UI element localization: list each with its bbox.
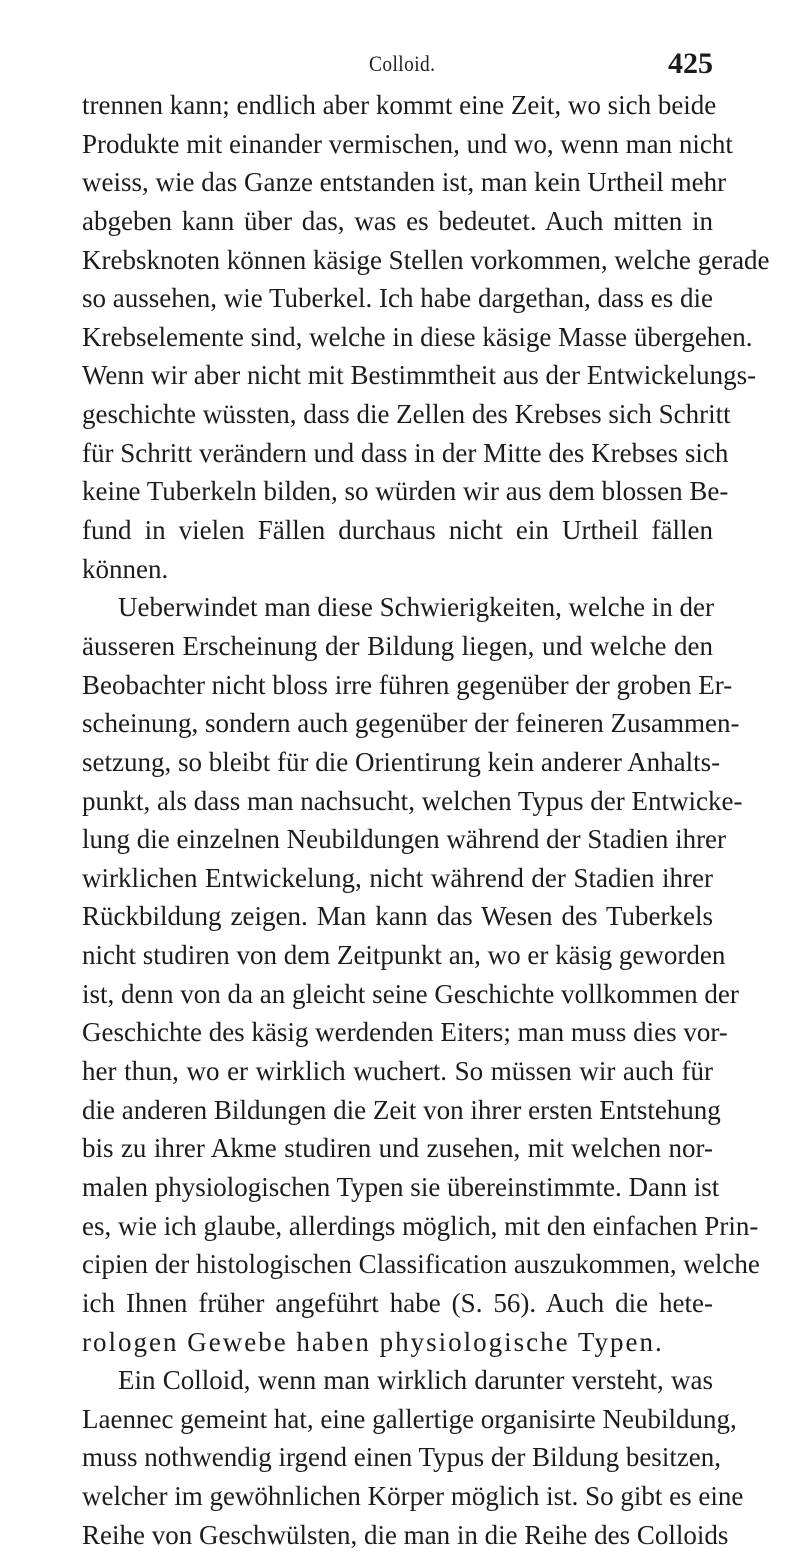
text-line: die anderen Bildungen die Zeit von ihrer ersten Entstehung: [82, 1094, 721, 1125]
text-line: trennen kann; endlich aber kommt eine Zeit, wo sich beide: [82, 90, 717, 120]
running-head-title: Colloid.: [369, 51, 436, 76]
text-line: bis zu ihrer Akme studiren und zusehen, mit welchen nor-: [82, 1133, 713, 1164]
text-line: keine Tuberkeln bilden, so würden wir aus dem blossen Be-: [82, 476, 729, 507]
paragraph-start-line: Ueberwindet man diese Schwierigkeiten, welche in der: [118, 592, 715, 623]
paragraph-end-line: können.: [82, 553, 169, 584]
text-line: Beobachter nicht bloss irre führen gegenüber der groben Er-: [82, 669, 733, 700]
text-line: Produkte mit einander vermischen, und wo, wenn man nicht: [82, 128, 733, 159]
text-line: Wenn wir aber nicht mit Bestimmtheit aus der Entwickelungs-: [82, 360, 757, 391]
text-line: welcher im gewöhnlichen Körper möglich ist. So gibt es eine: [82, 1481, 744, 1512]
text-line: setzung, so bleibt für die Orientirung kein anderer Anhalts-: [82, 746, 721, 777]
text-line: äusseren Erscheinung der Bildung liegen, und welche den: [82, 630, 713, 661]
text-line: ist, denn von da an gleicht seine Geschichte vollkommen der: [82, 978, 739, 1009]
text-line: weiss, wie das Ganze entstanden ist, man kein Urtheil mehr: [82, 167, 727, 198]
text-line: abgeben kann über das, was es bedeutet. Auch mitten in: [82, 205, 713, 236]
text-line: her thun, wo er wirklich wuchert. So müssen wir auch für: [82, 1056, 713, 1087]
text-line: so aussehen, wie Tuberkel. Ich habe dargethan, dass es die: [82, 283, 713, 314]
text-line: wirklichen Entwickelung, nicht während der Stadien ihrer: [82, 862, 713, 893]
text-line: geschichte wüssten, dass die Zellen des Krebses sich Schritt: [82, 399, 731, 430]
text-line: ich Ihnen früher angeführt habe (S. 56). Auch die hete-: [82, 1287, 713, 1318]
text-line: für Schritt verändern und dass in der Mitte des Krebses sich: [82, 437, 729, 468]
paragraph-end-line: rologen Gewebe haben physiologische Typen.: [82, 1326, 664, 1357]
text-line: es, wie ich glaube, allerdings möglich, mit den einfachen Prin-: [82, 1210, 759, 1241]
text-line: Krebsknoten können käsige Stellen vorkommen, welche gerade: [82, 244, 770, 275]
body-text: [82, 86, 770, 1554]
text-line: lung die einzelnen Neubildungen während der Stadien ihrer: [82, 824, 727, 855]
text-line: Krebselemente sind, welche in diese käsige Masse übergehen.: [82, 321, 753, 352]
text-line: Rückbildung zeigen. Man kann das Wesen des Tuberkels: [82, 901, 713, 932]
page-number: 425: [668, 47, 713, 80]
text-line: punkt, als dass man nachsucht, welchen Typus der Entwicke-: [82, 785, 743, 816]
text-line: Laennec gemeint hat, eine gallertige organisirte Neubildung,: [82, 1403, 737, 1434]
paragraph-start-line: Ein Colloid, wenn man wirklich darunter versteht, was: [118, 1365, 713, 1396]
running-head: [0, 44, 800, 84]
text-line: fund in vielen Fällen durchaus nicht ein Urtheil fällen: [82, 515, 713, 546]
text-line: cipien der histologischen Classification auszukommen, welche: [82, 1249, 760, 1280]
text-line: Reihe von Geschwülsten, die man in die Reihe des Colloids: [82, 1519, 729, 1550]
text-line: nicht studiren von dem Zeitpunkt an, wo er käsig geworden: [82, 940, 726, 971]
text-line: Geschichte des käsig werdenden Eiters; man muss dies vor-: [82, 1017, 728, 1048]
text-line: scheinung, sondern auch gegenüber der feineren Zusammen-: [82, 708, 740, 739]
text-line: malen physiologischen Typen sie übereinstimmte. Dann ist: [82, 1171, 720, 1202]
text-line: muss nothwendig irgend einen Typus der Bildung besitzen,: [82, 1442, 722, 1473]
